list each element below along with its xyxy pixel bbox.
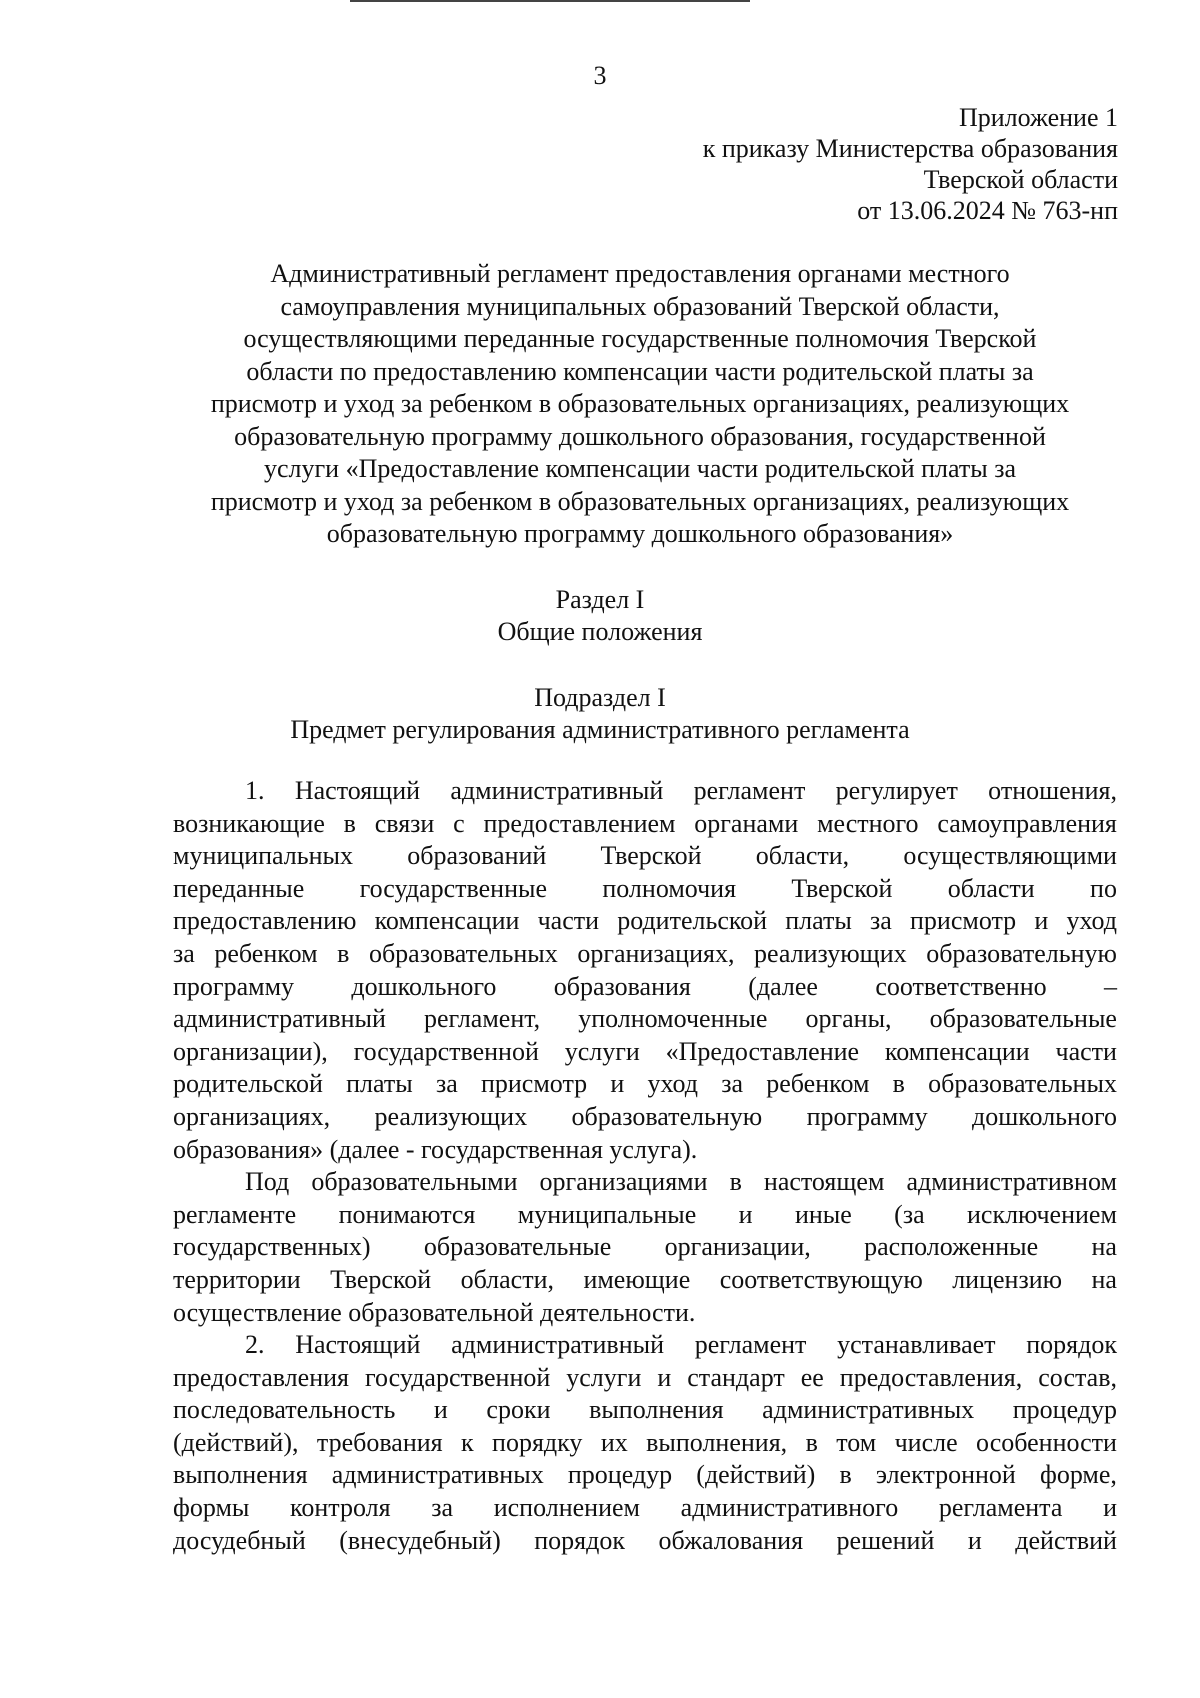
paragraph-line: территории Тверской области, имеющие соответствующую лицензию на <box>173 1264 1117 1294</box>
section-heading <box>0 584 1200 648</box>
appendix-line: от 13.06.2024 № 763-нп <box>857 196 1118 225</box>
paragraph-line: организации), государственной услуги «Предоставление компенсации части <box>173 1036 1117 1066</box>
paragraph-line: переданные государственные полномочия Тверской области по <box>173 873 1117 903</box>
page-number: 3 <box>593 61 607 90</box>
appendix-line: Приложение 1 <box>958 103 1118 132</box>
title-line: самоуправления муниципальных образований Тверской области, <box>280 291 1000 321</box>
paragraph <box>173 775 1117 1166</box>
paragraph-line: 1. Настоящий административный регламент регулирует отношения, <box>245 776 1117 805</box>
appendix-block <box>518 102 1118 226</box>
paragraph-line: последовательность и сроки выполнения административных процедур <box>173 1395 1117 1425</box>
title-line: присмотр и уход за ребенком в образовательных организациях, реализующих <box>210 486 1070 516</box>
paragraph-line: родительской платы за присмотр и уход за ребенком в образовательных <box>173 1069 1117 1099</box>
paragraph-line: досудебный (внесудебный) порядок обжалования решений и действий <box>173 1525 1117 1555</box>
paragraph <box>173 1166 1117 1329</box>
paragraph-line: 2. Настоящий административный регламент устанавливает порядок <box>245 1330 1117 1360</box>
subsection-label: Подраздел I <box>534 683 666 712</box>
top-rule <box>350 0 750 2</box>
subsection-name: Предмет регулирования административного регламента <box>290 715 910 744</box>
paragraph-line: за ребенком в образовательных организациях, реализующих образовательную <box>173 938 1117 968</box>
paragraph-line: регламенте понимаются муниципальные и иные (за исключением <box>173 1199 1117 1229</box>
paragraph-line: предоставлению компенсации части родительской платы за присмотр и уход <box>173 906 1117 936</box>
paragraph-line: осуществление образовательной деятельности. <box>173 1297 696 1327</box>
paragraph-line: (действий), требования к порядку их выполнения, в том числе особенности <box>173 1427 1117 1457</box>
title-line: осуществляющими переданные государственные полномочия Тверской <box>243 324 1037 353</box>
title-line: образовательную программу дошкольного образования, государственной <box>234 421 1046 451</box>
title-line: области по предоставлению компенсации части родительской платы за <box>246 356 1034 386</box>
paragraph-line: выполнения административных процедур (действий) в электронной форме, <box>173 1460 1117 1490</box>
paragraph-line: муниципальных образований Тверской области, осуществляющими <box>173 841 1117 871</box>
paragraph-line: административный регламент, уполномоченные органы, образовательные <box>173 1004 1117 1034</box>
title-line: образовательную программу дошкольного образования» <box>326 519 954 548</box>
title-line: присмотр и уход за ребенком в образовательных организациях, реализующих <box>210 389 1070 418</box>
appendix-line: Тверской области <box>923 165 1118 194</box>
paragraph-line: предоставления государственной услуги и стандарт ее предоставления, состав, <box>173 1362 1117 1392</box>
paragraph-line: формы контроля за исполнением административного регламента и <box>173 1493 1117 1523</box>
title-line: Административный регламент предоставления органами местного <box>270 259 1010 288</box>
section-label: Раздел I <box>555 585 645 614</box>
title-line: услуги «Предоставление компенсации части родительской платы за <box>263 454 1017 483</box>
subsection-heading <box>0 682 1200 746</box>
paragraph-line: организациях, реализующих образовательную программу дошкольного <box>173 1101 1117 1131</box>
document-body <box>173 775 1117 1557</box>
paragraph-line: возникающие в связи с предоставлением органами местного самоуправления <box>173 808 1117 838</box>
paragraph-line: государственных) образовательные организации, расположенные на <box>173 1232 1117 1262</box>
section-name: Общие положения <box>497 617 703 646</box>
paragraph-line: образования» (далее - государственная услуга). <box>173 1134 698 1164</box>
paragraph-line: программу дошкольного образования (далее соответственно – <box>173 971 1117 1001</box>
paragraph-line: Под образовательными организациями в настоящем административном <box>245 1167 1117 1197</box>
appendix-line: к приказу Министерства образования <box>702 134 1118 163</box>
paragraph <box>173 1329 1117 1557</box>
document-title <box>160 258 1120 551</box>
